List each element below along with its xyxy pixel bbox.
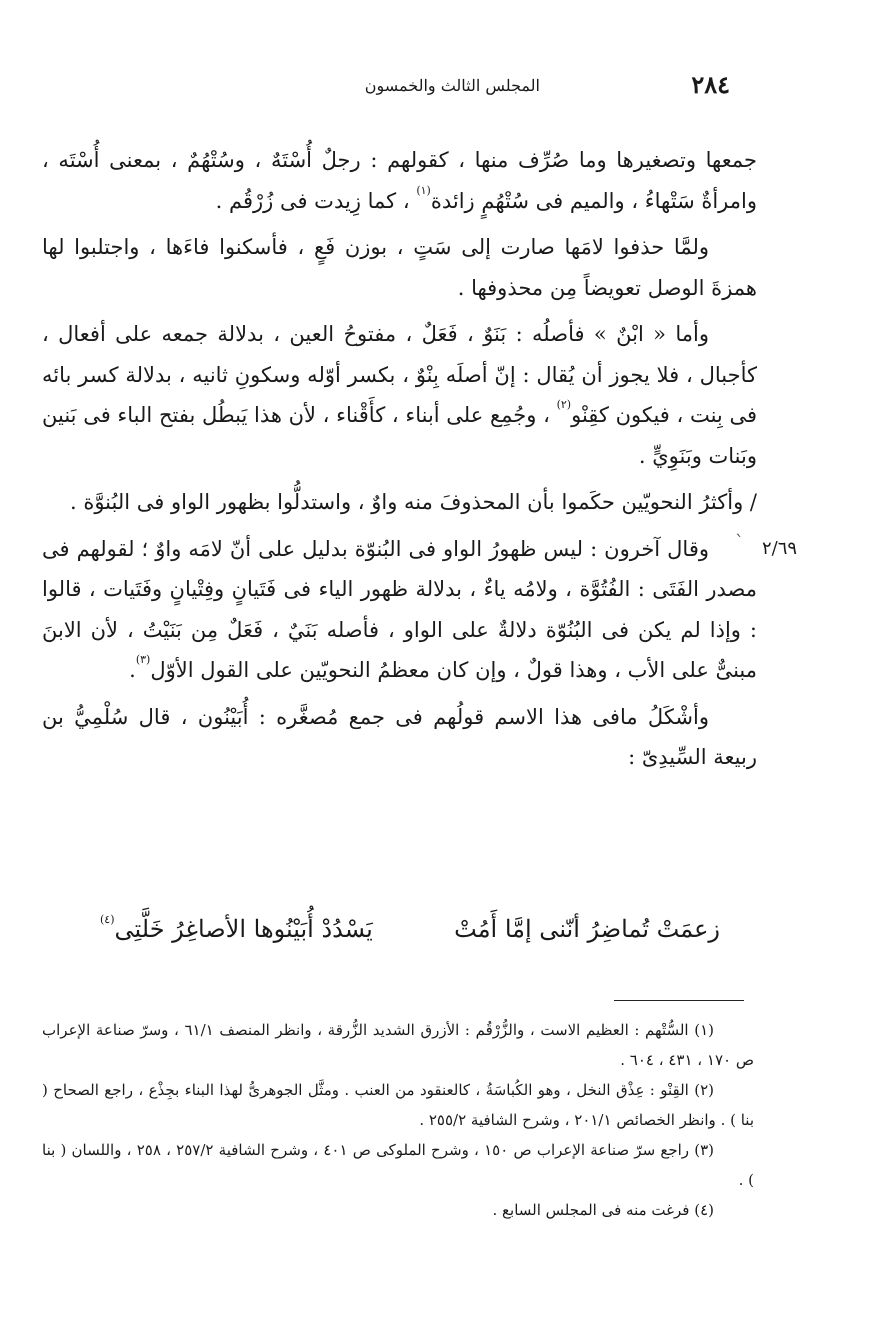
paragraph-1	[42, 140, 757, 221]
footnote-4: (٤) فرغت منه فى المجلس السابع .	[492, 1201, 714, 1219]
paragraph-3	[42, 314, 757, 476]
footnote-marker-1: (١)	[416, 183, 431, 197]
footnotes	[42, 1015, 754, 1225]
paragraph-5	[42, 529, 757, 691]
footnote-2: (٢) القِنْو : عِذْق النخل ، وهو الكُباسَةُ ، كالعنقود من العنب . ومثَّل الجوهرىُّ لهذا البناء بجِذْع ، راجع الصحاح ( بنا ) . وانظر الخصائص ٢٠١/١ ، وشرح الشافية ٢٥٥/٢ .	[42, 1081, 754, 1129]
first-hemistich: زعمَتْ تُماضِرُ أنّنى إمَّا أَمُتْ	[454, 915, 720, 943]
page-number: ٢٨٤	[691, 70, 730, 99]
margin-tick-mark: ˋ	[735, 532, 744, 553]
paragraph-5-text: وقال آخرون : ليس ظهورُ الواو فى البُنوّة بدليل على أنّ لامَه واوٌ ؛ لقولهم فى مصدر الفَتَى : الفُتُوَّة ، ولامُه ياءٌ ، بدلالة ظهور الياء فى فَتَيانٍ وفِتْيانٍ وفَتَيات ، قالوا : وإذا لم يكن فى البُنُوّة دلالةٌ على الواو ، فأصله بَنَيٌ ، فَعَلٌ مِن بَنَيْتُ ، لأن الابنَ مبنىٌّ على الأب ، وهذا قولٌ ، وإن كان معظمُ النحويّين على القول الأوّل	[42, 536, 757, 682]
paragraph-2: ولمَّا حذفوا لامَها صارت إلى سَتٍ ، بوزن فَعٍ ، فأسكنوا فاءَها ، واجتلبوا لها همزةَ الوصل تعويضاً مِن محذوفها .	[42, 235, 757, 300]
footnote-3: (٣) راجع سرّ صناعة الإعراب ص ١٥٠ ، وشرح الملوكى ص ٤٠١ ، وشرح الشافية ٢٥٧/٢ ، ٢٥٨ ، واللسان ( بنا ) .	[42, 1141, 754, 1189]
footnote-marker-4: (٤)	[100, 913, 115, 926]
footnote-separator-rule	[614, 1000, 744, 1001]
footnote-marker-2: (٢)	[556, 398, 572, 411]
footnote-1: (١) السُّتْهم : العظيم الاست ، والزُّرْقُم : الأزرق الشديد الزُّرقة ، وانظر المنصف ٦١/١ ، وسرّ صناعة الإعراب ص ١٧٠ ، ٤٣١ ، ٦٠٤ .	[42, 1021, 754, 1069]
verse-line	[60, 915, 720, 963]
main-text	[42, 140, 757, 778]
page-header	[300, 70, 730, 106]
paragraph-6: وأشْكَلُ مافى هذا الاسم قولُهم فى جمع مُصغَّره : أُبَيْنُون ، قال سُلْمِيُّ بن ربيعة السِّيدِىّ :	[42, 704, 757, 769]
margin-page-reference: ٢/٦٩	[762, 538, 798, 559]
paragraph-3-end: ، وجُمِع على أبناء ، كأَقْناء ، لأن هذا يَبطُل بفتح الباء فى بَنين وبَنات وبَنَوِيٍّ .	[42, 403, 757, 468]
paragraph-1-text: جمعها وتصغيرها وما صُرِّف منها ، كقولهم : رجلٌ أُسْتَهٌ ، وسُتْهُمٌ ، بمعنى أُسْتَه ، وامرأةٌ سَتْهاءُ ، والميم فى سُتْهُمٍ زائدة	[42, 148, 757, 213]
running-head: المجلس الثالث والخمسون	[364, 76, 540, 95]
second-hemistich-wrap	[100, 915, 373, 943]
paragraph-4: / وأكثرُ النحويّين حكَموا بأن المحذوفَ منه واوٌ ، واستدلُّوا بظهور الواو فى البُنوَّة .	[69, 490, 757, 514]
paragraph-3-text: وأما « ابْنٌ » فأصلُه : بَنَوٌ ، فَعَلٌ ، مفتوحُ العين ، بدلالة جمعه على أفعال ، كأجبال ، فلا يجوز أن يُقال : إنّ أصلَه بِنْوٌ ، بكسر أوّله وسكونِ ثانيه ، بدلالة كسر بائه فى بِنت ، فيكون كقِنْو	[42, 322, 758, 427]
second-hemistich: يَسْدُدْ أُبَيْنُوها الأصاغِرُ خَلَّتِى	[114, 915, 373, 943]
footnote-marker-3: (٣)	[135, 653, 151, 666]
paragraph-1-end: ، كما زِيدت فى زُرْقُم .	[215, 188, 410, 213]
paragraph-5-end: .	[129, 658, 136, 682]
